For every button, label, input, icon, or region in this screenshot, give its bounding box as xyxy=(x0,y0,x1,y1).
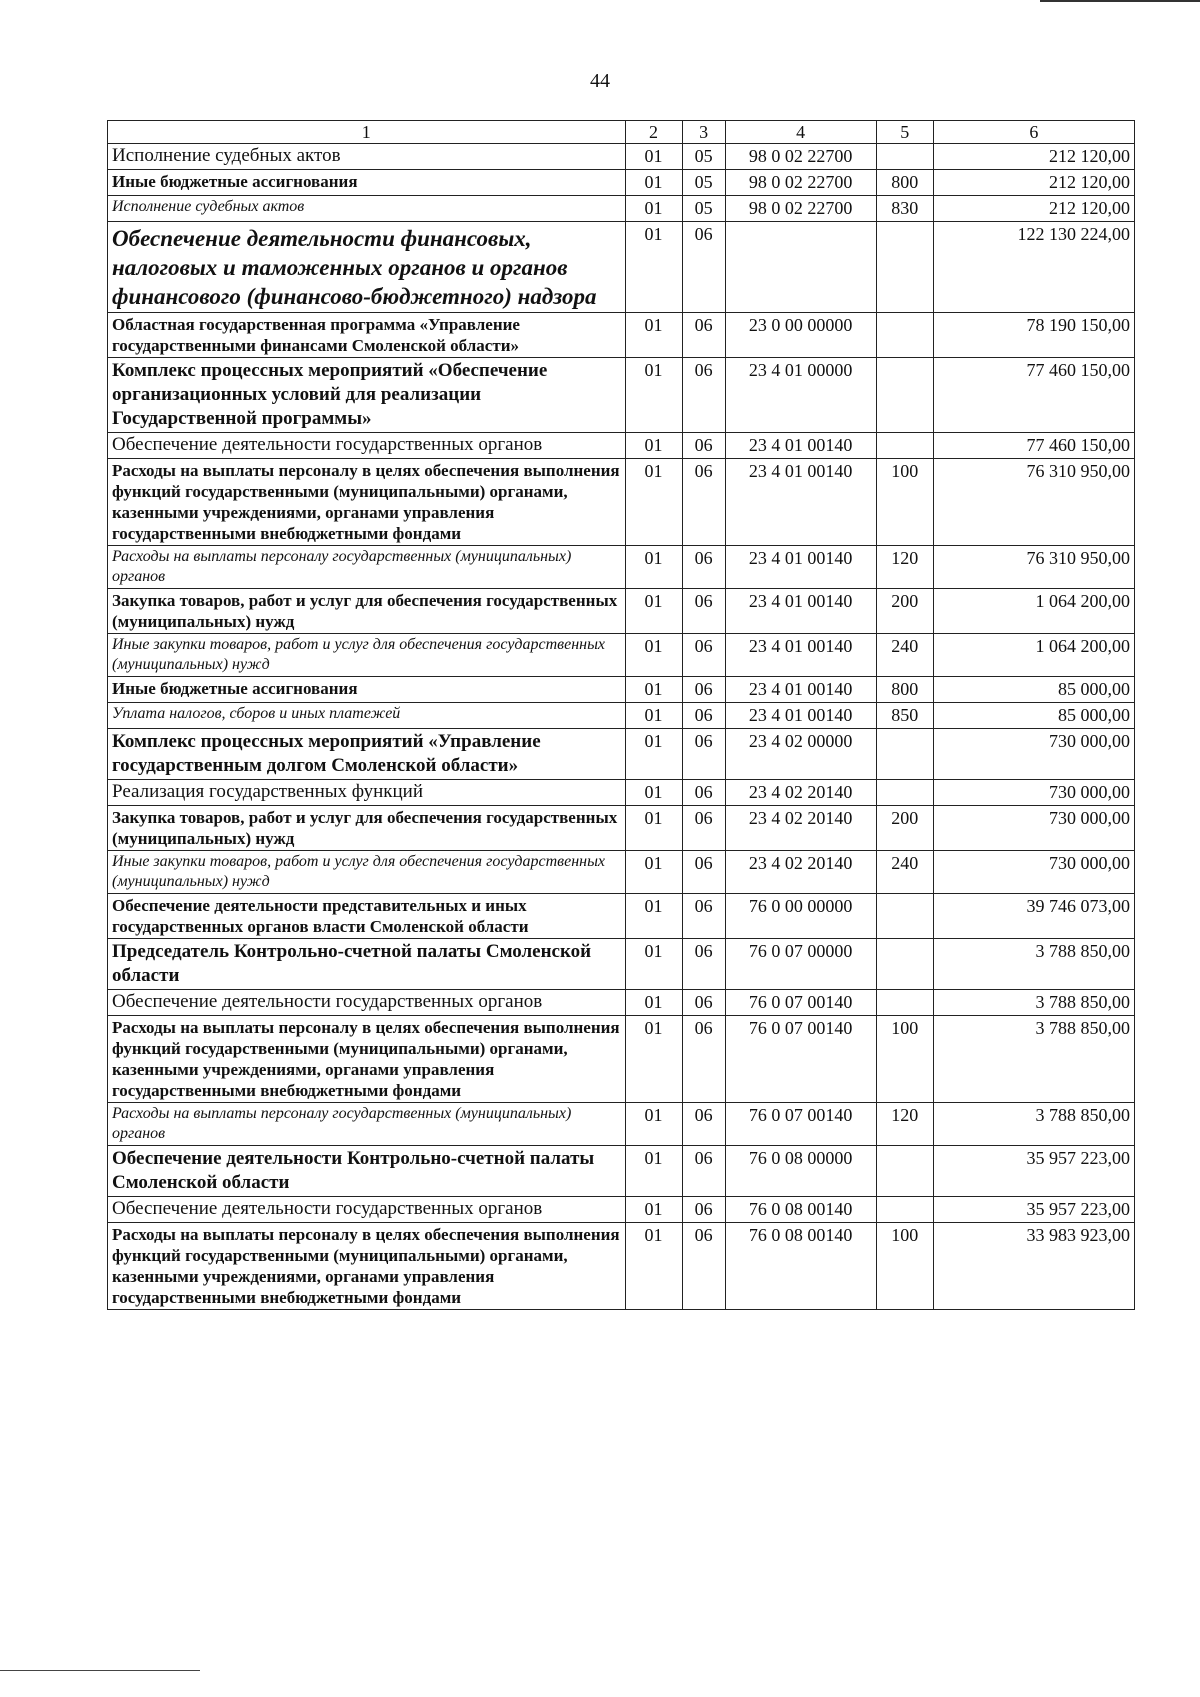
target-article-cell: 98 0 02 22700 xyxy=(725,144,876,170)
table-row xyxy=(108,780,1135,806)
table-row xyxy=(108,170,1135,196)
subsection-code-cell: 06 xyxy=(682,703,725,729)
target-article-cell: 23 4 01 00000 xyxy=(725,358,876,433)
expense-type-cell: 100 xyxy=(876,1016,933,1103)
expense-name-cell: Исполнение судебных актов xyxy=(108,196,626,222)
expense-type-cell xyxy=(876,1197,933,1223)
expense-name-cell: Обеспечение деятельности государственных органов xyxy=(108,1197,626,1223)
scan-edge-line-bottom xyxy=(0,1670,200,1671)
amount-cell: 3 788 850,00 xyxy=(933,990,1134,1016)
amount-cell: 85 000,00 xyxy=(933,703,1134,729)
target-article-cell: 76 0 07 00000 xyxy=(725,939,876,990)
amount-cell: 76 310 950,00 xyxy=(933,459,1134,546)
expense-name-cell: Реализация государственных функций xyxy=(108,780,626,806)
expense-name-cell: Комплекс процессных мероприятий «Обеспечение организационных условий для реализации Государственной программы» xyxy=(108,358,626,433)
amount-cell: 3 788 850,00 xyxy=(933,1016,1134,1103)
expense-name-cell: Обеспечение деятельности представительных и иных государственных органов власти Смоленской области xyxy=(108,894,626,939)
section-code-cell: 01 xyxy=(625,222,682,313)
expense-type-cell: 120 xyxy=(876,546,933,589)
subsection-code-cell: 06 xyxy=(682,433,725,459)
amount-cell: 3 788 850,00 xyxy=(933,939,1134,990)
amount-cell: 39 746 073,00 xyxy=(933,894,1134,939)
table-row xyxy=(108,222,1135,313)
section-code-cell: 01 xyxy=(625,433,682,459)
target-article-cell: 76 0 00 00000 xyxy=(725,894,876,939)
section-code-cell: 01 xyxy=(625,170,682,196)
table-row xyxy=(108,990,1135,1016)
expense-name-cell: Обеспечение деятельности государственных органов xyxy=(108,433,626,459)
expense-type-cell: 100 xyxy=(876,1223,933,1310)
amount-cell: 77 460 150,00 xyxy=(933,433,1134,459)
target-article-cell: 23 4 02 20140 xyxy=(725,806,876,851)
subsection-code-cell: 06 xyxy=(682,634,725,677)
header-col-5: 5 xyxy=(876,121,933,144)
expense-name-cell: Комплекс процессных мероприятий «Управление государственным долгом Смоленской области» xyxy=(108,729,626,780)
header-col-4: 4 xyxy=(725,121,876,144)
subsection-code-cell: 06 xyxy=(682,1223,725,1310)
expense-name-cell: Обеспечение деятельности финансовых, налоговых и таможенных органов и органов финансового (финансово-бюджетного) надзора xyxy=(108,222,626,313)
target-article-cell xyxy=(725,222,876,313)
target-article-cell: 23 4 01 00140 xyxy=(725,703,876,729)
target-article-cell: 76 0 07 00140 xyxy=(725,1016,876,1103)
expense-name-cell: Исполнение судебных актов xyxy=(108,144,626,170)
amount-cell: 78 190 150,00 xyxy=(933,313,1134,358)
table-row xyxy=(108,358,1135,433)
amount-cell: 76 310 950,00 xyxy=(933,546,1134,589)
expense-type-cell xyxy=(876,939,933,990)
subsection-code-cell: 06 xyxy=(682,1103,725,1146)
expense-type-cell: 120 xyxy=(876,1103,933,1146)
section-code-cell: 01 xyxy=(625,1197,682,1223)
section-code-cell: 01 xyxy=(625,894,682,939)
table-row xyxy=(108,1223,1135,1310)
subsection-code-cell: 06 xyxy=(682,780,725,806)
subsection-code-cell: 05 xyxy=(682,170,725,196)
expense-type-cell xyxy=(876,729,933,780)
expense-type-cell: 800 xyxy=(876,677,933,703)
subsection-code-cell: 06 xyxy=(682,1146,725,1197)
expense-name-cell: Обеспечение деятельности государственных органов xyxy=(108,990,626,1016)
subsection-code-cell: 06 xyxy=(682,677,725,703)
expense-name-cell: Уплата налогов, сборов и иных платежей xyxy=(108,703,626,729)
section-code-cell: 01 xyxy=(625,313,682,358)
section-code-cell: 01 xyxy=(625,1016,682,1103)
scan-edge-line xyxy=(1040,0,1200,2)
expense-name-cell: Обеспечение деятельности Контрольно-счетной палаты Смоленской области xyxy=(108,1146,626,1197)
table-row xyxy=(108,1016,1135,1103)
table-row xyxy=(108,433,1135,459)
amount-cell: 3 788 850,00 xyxy=(933,1103,1134,1146)
expense-type-cell xyxy=(876,222,933,313)
section-code-cell: 01 xyxy=(625,677,682,703)
target-article-cell: 23 4 02 20140 xyxy=(725,851,876,894)
expense-type-cell: 850 xyxy=(876,703,933,729)
expense-type-cell xyxy=(876,433,933,459)
amount-cell: 212 120,00 xyxy=(933,144,1134,170)
target-article-cell: 76 0 07 00140 xyxy=(725,990,876,1016)
expense-name-cell: Председатель Контрольно-счетной палаты Смоленской области xyxy=(108,939,626,990)
amount-cell: 212 120,00 xyxy=(933,196,1134,222)
section-code-cell: 01 xyxy=(625,1103,682,1146)
target-article-cell: 23 0 00 00000 xyxy=(725,313,876,358)
target-article-cell: 76 0 08 00000 xyxy=(725,1146,876,1197)
table-row xyxy=(108,1103,1135,1146)
table-row xyxy=(108,634,1135,677)
table-row xyxy=(108,939,1135,990)
expense-name-cell: Иные закупки товаров, работ и услуг для обеспечения государственных (муниципальных) нужд xyxy=(108,851,626,894)
expense-name-cell: Расходы на выплаты персоналу государственных (муниципальных) органов xyxy=(108,546,626,589)
subsection-code-cell: 06 xyxy=(682,1016,725,1103)
table-row xyxy=(108,1197,1135,1223)
table-row xyxy=(108,806,1135,851)
section-code-cell: 01 xyxy=(625,780,682,806)
header-col-3: 3 xyxy=(682,121,725,144)
expense-type-cell: 830 xyxy=(876,196,933,222)
subsection-code-cell: 06 xyxy=(682,459,725,546)
subsection-code-cell: 06 xyxy=(682,990,725,1016)
target-article-cell: 98 0 02 22700 xyxy=(725,170,876,196)
table-row xyxy=(108,459,1135,546)
expense-type-cell: 240 xyxy=(876,634,933,677)
subsection-code-cell: 06 xyxy=(682,546,725,589)
expense-type-cell xyxy=(876,358,933,433)
subsection-code-cell: 06 xyxy=(682,939,725,990)
table-row xyxy=(108,1146,1135,1197)
expense-name-cell: Закупка товаров, работ и услуг для обеспечения государственных (муниципальных) нужд xyxy=(108,589,626,634)
section-code-cell: 01 xyxy=(625,703,682,729)
target-article-cell: 23 4 01 00140 xyxy=(725,677,876,703)
target-article-cell: 23 4 02 20140 xyxy=(725,780,876,806)
table-row xyxy=(108,851,1135,894)
header-col-6: 6 xyxy=(933,121,1134,144)
subsection-code-cell: 06 xyxy=(682,358,725,433)
table-row xyxy=(108,703,1135,729)
expense-type-cell xyxy=(876,313,933,358)
section-code-cell: 01 xyxy=(625,144,682,170)
expense-name-cell: Расходы на выплаты персоналу в целях обеспечения выполнения функций государственными (муниципальными) органами, казенными учреждениями, органами управления государственными внебюджетными фондами xyxy=(108,1223,626,1310)
expense-name-cell: Расходы на выплаты персоналу в целях обеспечения выполнения функций государственными (муниципальными) органами, казенными учреждениями, органами управления государственными внебюджетными фондами xyxy=(108,1016,626,1103)
amount-cell: 730 000,00 xyxy=(933,806,1134,851)
expense-name-cell: Расходы на выплаты персоналу в целях обеспечения выполнения функций государственными (муниципальными) органами, казенными учреждениями, органами управления государственными внебюджетными фондами xyxy=(108,459,626,546)
expense-type-cell: 100 xyxy=(876,459,933,546)
target-article-cell: 76 0 08 00140 xyxy=(725,1223,876,1310)
expense-name-cell: Иные бюджетные ассигнования xyxy=(108,170,626,196)
header-col-2: 2 xyxy=(625,121,682,144)
amount-cell: 122 130 224,00 xyxy=(933,222,1134,313)
table-row xyxy=(108,894,1135,939)
target-article-cell: 23 4 01 00140 xyxy=(725,459,876,546)
expense-type-cell: 200 xyxy=(876,589,933,634)
target-article-cell: 23 4 01 00140 xyxy=(725,589,876,634)
section-code-cell: 01 xyxy=(625,1223,682,1310)
section-code-cell: 01 xyxy=(625,459,682,546)
expense-name-cell: Областная государственная программа «Управление государственными финансами Смоленской области» xyxy=(108,313,626,358)
expense-type-cell: 800 xyxy=(876,170,933,196)
target-article-cell: 76 0 08 00140 xyxy=(725,1197,876,1223)
table-row xyxy=(108,144,1135,170)
section-code-cell: 01 xyxy=(625,634,682,677)
amount-cell: 85 000,00 xyxy=(933,677,1134,703)
section-code-cell: 01 xyxy=(625,939,682,990)
header-col-1: 1 xyxy=(108,121,626,144)
expense-type-cell: 240 xyxy=(876,851,933,894)
section-code-cell: 01 xyxy=(625,806,682,851)
section-code-cell: 01 xyxy=(625,589,682,634)
subsection-code-cell: 06 xyxy=(682,1197,725,1223)
subsection-code-cell: 06 xyxy=(682,806,725,851)
expense-type-cell xyxy=(876,1146,933,1197)
subsection-code-cell: 06 xyxy=(682,894,725,939)
expense-name-cell: Иные закупки товаров, работ и услуг для обеспечения государственных (муниципальных) нужд xyxy=(108,634,626,677)
table-row xyxy=(108,196,1135,222)
section-code-cell: 01 xyxy=(625,851,682,894)
amount-cell: 1 064 200,00 xyxy=(933,589,1134,634)
target-article-cell: 23 4 02 00000 xyxy=(725,729,876,780)
target-article-cell: 23 4 01 00140 xyxy=(725,433,876,459)
page-number: 44 xyxy=(590,70,610,92)
section-code-cell: 01 xyxy=(625,358,682,433)
subsection-code-cell: 06 xyxy=(682,313,725,358)
expense-type-cell xyxy=(876,990,933,1016)
table-row xyxy=(108,729,1135,780)
target-article-cell: 76 0 07 00140 xyxy=(725,1103,876,1146)
amount-cell: 33 983 923,00 xyxy=(933,1223,1134,1310)
amount-cell: 35 957 223,00 xyxy=(933,1197,1134,1223)
table-row xyxy=(108,546,1135,589)
table-row xyxy=(108,589,1135,634)
subsection-code-cell: 05 xyxy=(682,196,725,222)
expense-type-cell xyxy=(876,144,933,170)
table-row xyxy=(108,677,1135,703)
section-code-cell: 01 xyxy=(625,729,682,780)
target-article-cell: 23 4 01 00140 xyxy=(725,634,876,677)
subsection-code-cell: 06 xyxy=(682,851,725,894)
section-code-cell: 01 xyxy=(625,1146,682,1197)
amount-cell: 1 064 200,00 xyxy=(933,634,1134,677)
expense-type-cell xyxy=(876,894,933,939)
section-code-cell: 01 xyxy=(625,196,682,222)
expense-name-cell: Закупка товаров, работ и услуг для обеспечения государственных (муниципальных) нужд xyxy=(108,806,626,851)
subsection-code-cell: 06 xyxy=(682,589,725,634)
expense-type-cell: 200 xyxy=(876,806,933,851)
target-article-cell: 23 4 01 00140 xyxy=(725,546,876,589)
expense-type-cell xyxy=(876,780,933,806)
expense-name-cell: Иные бюджетные ассигнования xyxy=(108,677,626,703)
subsection-code-cell: 05 xyxy=(682,144,725,170)
subsection-code-cell: 06 xyxy=(682,729,725,780)
target-article-cell: 98 0 02 22700 xyxy=(725,196,876,222)
amount-cell: 730 000,00 xyxy=(933,780,1134,806)
budget-table xyxy=(107,120,1135,1310)
table-header-row xyxy=(108,121,1135,144)
section-code-cell: 01 xyxy=(625,546,682,589)
subsection-code-cell: 06 xyxy=(682,222,725,313)
amount-cell: 730 000,00 xyxy=(933,851,1134,894)
amount-cell: 35 957 223,00 xyxy=(933,1146,1134,1197)
expense-name-cell: Расходы на выплаты персоналу государственных (муниципальных) органов xyxy=(108,1103,626,1146)
section-code-cell: 01 xyxy=(625,990,682,1016)
table-row xyxy=(108,313,1135,358)
amount-cell: 212 120,00 xyxy=(933,170,1134,196)
amount-cell: 730 000,00 xyxy=(933,729,1134,780)
amount-cell: 77 460 150,00 xyxy=(933,358,1134,433)
